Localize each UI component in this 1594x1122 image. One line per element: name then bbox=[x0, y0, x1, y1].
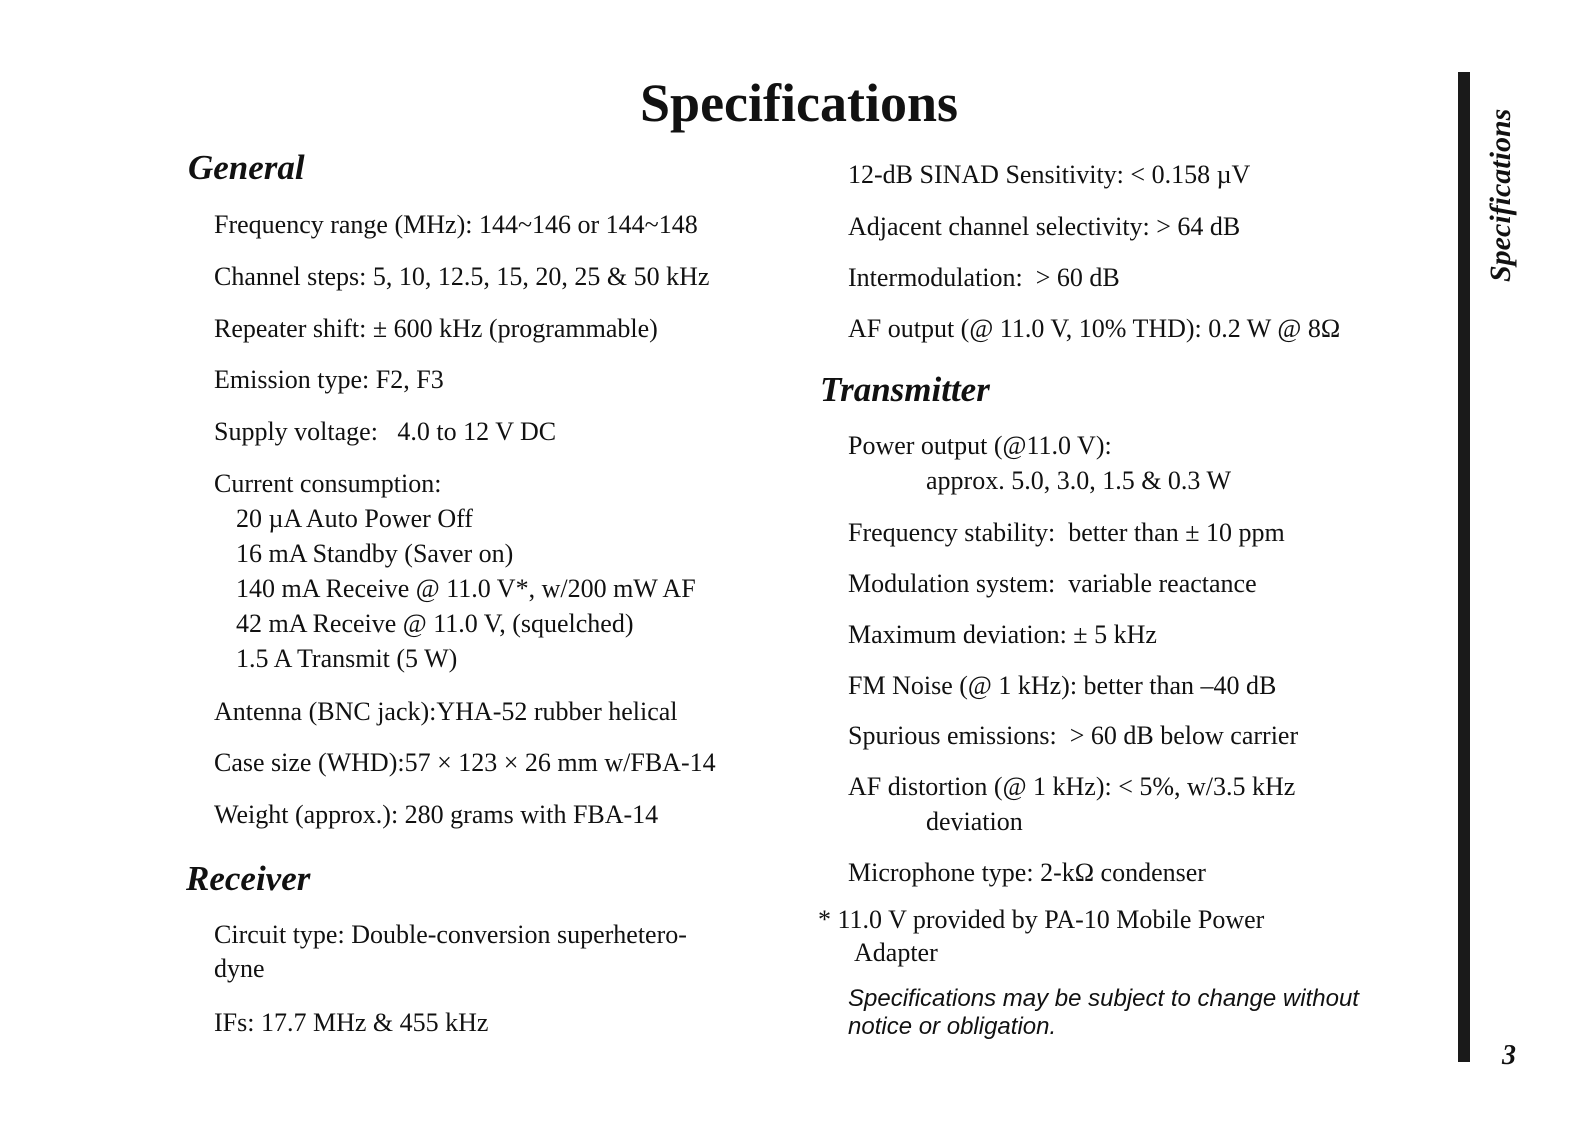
spec-line: Current consumption: bbox=[214, 469, 442, 498]
spec-spurious-emissions bbox=[848, 718, 1298, 753]
spec-line: AF output (@ 11.0 V, 10% THD): 0.2 W @ 8Ω bbox=[848, 314, 1341, 343]
spec-line: Weight (approx.): 280 grams with FBA-14 bbox=[214, 800, 659, 829]
spec-line: IFs: 17.7 MHz & 455 kHz bbox=[214, 1008, 489, 1037]
spec-current-consumption bbox=[214, 466, 696, 676]
page-number: 3 bbox=[1502, 1040, 1516, 1071]
spec-sub-line: 1.5 A Transmit (5 W) bbox=[236, 644, 458, 673]
spec-circuit-type bbox=[214, 918, 687, 986]
spec-sub-line: 140 mA Receive @ 11.0 V*, w/200 mW AF bbox=[236, 574, 696, 603]
spec-line: Modulation system: variable reactance bbox=[848, 569, 1257, 598]
section-tab-bar bbox=[1458, 72, 1470, 1062]
spec-line: Frequency stability: better than ± 10 ppm bbox=[848, 518, 1285, 547]
spec-line: Power output (@11.0 V): bbox=[848, 431, 1112, 460]
spec-maximum-deviation bbox=[848, 617, 1157, 652]
spec-line: Case size (WHD):57 × 123 × 26 mm w/FBA-14 bbox=[214, 748, 716, 777]
spec-line: Adjacent channel selectivity: > 64 dB bbox=[848, 212, 1241, 241]
spec-sub-line: 20 µA Auto Power Off bbox=[236, 504, 473, 533]
spec-ifs bbox=[214, 1005, 488, 1040]
spec-sub-line: 42 mA Receive @ 11.0 V, (squelched) bbox=[236, 609, 634, 638]
spec-repeater-shift bbox=[214, 311, 658, 346]
spec-microphone-type bbox=[848, 855, 1206, 890]
spec-line: AF distortion (@ 1 kHz): < 5%, w/3.5 kHz bbox=[848, 772, 1296, 801]
disclaimer bbox=[848, 985, 1359, 1041]
spec-line: Circuit type: Double-conversion superhetero- bbox=[214, 920, 687, 949]
spec-fm-noise bbox=[848, 668, 1276, 703]
page-title: Specifications bbox=[640, 73, 958, 133]
spec-line: Emission type: F2, F3 bbox=[214, 365, 444, 394]
spec-supply-voltage bbox=[214, 414, 556, 449]
spec-sub-line: 16 mA Standby (Saver on) bbox=[236, 539, 514, 568]
spec-intermodulation bbox=[848, 260, 1120, 295]
spec-line: 12-dB SINAD Sensitivity: < 0.158 µV bbox=[848, 160, 1251, 189]
spec-modulation-system bbox=[848, 566, 1257, 601]
spec-line: Supply voltage: 4.0 to 12 V DC bbox=[214, 417, 557, 446]
spec-af-output bbox=[848, 311, 1340, 346]
spec-sinad-sensitivity bbox=[848, 157, 1250, 192]
section-tab-text: Specifications bbox=[1484, 108, 1517, 282]
spec-adjacent-selectivity bbox=[848, 209, 1240, 244]
transmitter-heading: Transmitter bbox=[820, 370, 990, 409]
spec-line: dyne bbox=[214, 954, 265, 983]
spec-sub-line: deviation bbox=[926, 807, 1023, 836]
spec-line: Intermodulation: > 60 dB bbox=[848, 263, 1120, 292]
spec-line: Repeater shift: ± 600 kHz (programmable) bbox=[214, 314, 658, 343]
general-heading: General bbox=[188, 148, 305, 187]
spec-weight bbox=[214, 797, 658, 832]
spec-line: Microphone type: 2-kΩ condenser bbox=[848, 858, 1206, 887]
spec-antenna bbox=[214, 694, 678, 729]
spec-frequency-range bbox=[214, 207, 698, 242]
disclaimer-line: Specifications may be subject to change without bbox=[848, 985, 1359, 1012]
spec-line: Channel steps: 5, 10, 12.5, 15, 20, 25 & 50 kHz bbox=[214, 262, 710, 291]
footnote-line: * 11.0 V provided by PA-10 Mobile Power bbox=[818, 905, 1265, 934]
spec-line: Maximum deviation: ± 5 kHz bbox=[848, 620, 1157, 649]
spec-line: Frequency range (MHz): 144~146 or 144~148 bbox=[214, 210, 698, 239]
spec-case-size bbox=[214, 745, 716, 780]
section-tab-label bbox=[1478, 70, 1518, 290]
spec-channel-steps bbox=[214, 259, 709, 294]
footnote-line: Adapter bbox=[854, 938, 938, 967]
spec-emission-type bbox=[214, 362, 444, 397]
spec-sub-line: approx. 5.0, 3.0, 1.5 & 0.3 W bbox=[926, 466, 1231, 495]
spec-power-output bbox=[848, 428, 1231, 498]
receiver-heading: Receiver bbox=[186, 859, 311, 898]
footnote-text bbox=[818, 903, 1264, 969]
spec-af-distortion bbox=[848, 769, 1295, 839]
spec-line: Antenna (BNC jack):YHA-52 rubber helical bbox=[214, 697, 678, 726]
spec-line: Spurious emissions: > 60 dB below carrier bbox=[848, 721, 1299, 750]
spec-line: FM Noise (@ 1 kHz): better than –40 dB bbox=[848, 671, 1277, 700]
disclaimer-line: notice or obligation. bbox=[848, 1013, 1057, 1040]
spec-frequency-stability bbox=[848, 515, 1285, 550]
